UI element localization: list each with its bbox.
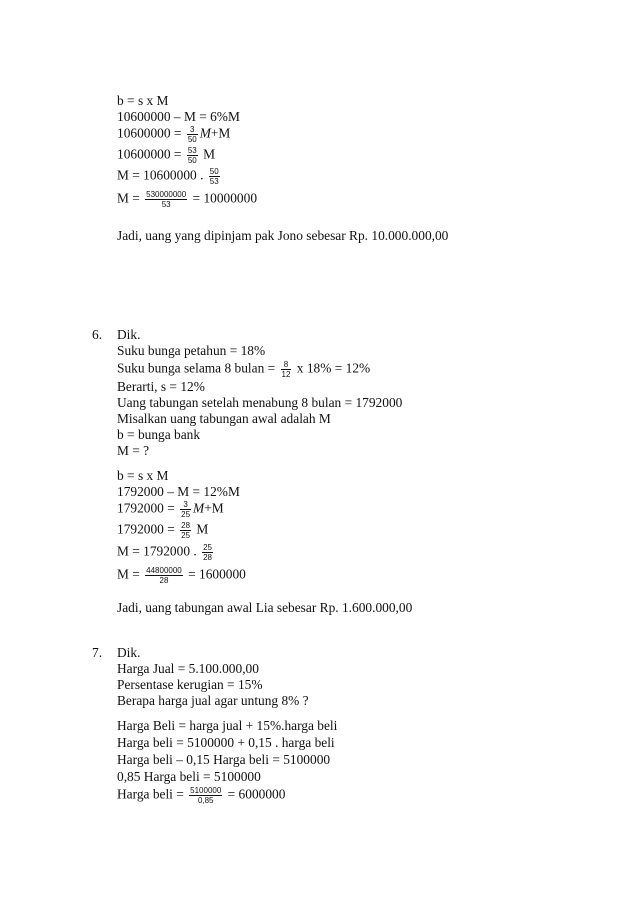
fraction: $\frac{25}{28}$ — [203, 543, 212, 562]
equation-line: Harga Beli = harga jual + 15%.harga beli — [117, 718, 338, 733]
equation-line: 1792000 = $\frac{3}{25}$ M+M — [117, 500, 224, 519]
fraction: $\frac{44800000}{28}$ — [146, 566, 182, 585]
equation-line: 10600000 = $\frac{3}{50}$ M+M — [117, 125, 231, 144]
text-line: Suku bunga petahun = 18% — [117, 343, 266, 358]
text-line: Uang tabungan setelah menabung 8 bulan = 1792000 — [117, 395, 403, 410]
fraction: $\frac{5100000}{0,85}$ — [190, 786, 222, 805]
text-line: Dik. — [117, 645, 141, 660]
text-line: M = ? — [117, 443, 150, 458]
conclusion: Jadi, uang tabungan awal Lia sebesar Rp. 1.600.000,00 — [117, 600, 413, 615]
item-number: 7. — [92, 645, 103, 660]
text-line: Berapa harga jual agar untung 8% ? — [117, 693, 309, 708]
fraction: $\frac{53}{50}$ — [187, 146, 197, 165]
text-line: Harga Jual = 5.100.000,00 — [117, 661, 259, 676]
text-line: Dik. — [117, 327, 141, 342]
equation-line: Harga beli = 5100000 + 0,15 . harga beli — [117, 735, 335, 750]
equation-line: 1792000 – M = 12%M — [117, 484, 240, 499]
fraction: $\frac{28}{25}$ — [181, 521, 191, 540]
equation-line: M = 1792000 . $\frac{25}{28}$ — [117, 543, 212, 562]
equation-line: M = $\frac{44800000}{28}$ = 1600000 — [117, 566, 246, 585]
text-line: Suku bunga selama 8 bulan = $\frac{8}{12}$ x 18% = 12% — [117, 360, 371, 379]
text-line: Berarti, s = 12% — [117, 379, 205, 394]
equation-line: 10600000 – M = 6%M — [117, 109, 240, 124]
equation-line: M = $\frac{530000000}{53}$ = 10000000 — [117, 190, 258, 209]
equation-line: Harga beli – 0,15 Harga beli = 5100000 — [117, 752, 331, 767]
item-number: 6. — [92, 327, 103, 342]
text-line: Misalkan uang tabungan awal adalah M — [117, 411, 331, 426]
equation-line: M = 10600000 . $\frac{50}{53}$ — [117, 167, 219, 186]
equation-line: b = s x M — [117, 468, 169, 483]
fraction: $\frac{3}{25}$ — [181, 500, 191, 519]
equation-line: 0,85 Harga beli = 5100000 — [117, 769, 261, 784]
fraction: $\frac{530000000}{53}$ — [146, 190, 187, 209]
equation-line: 1792000 = $\frac{28}{25}$ M — [117, 521, 209, 540]
text-line: Persentase kerugian = 15% — [117, 677, 263, 692]
equation-line: Harga beli = $\frac{5100000}{0,85}$ = 6000000 — [117, 786, 286, 805]
equation-line: b = s x M — [117, 93, 169, 108]
fraction: $\frac{8}{12}$ — [281, 360, 291, 379]
fraction: $\frac{3}{50}$ — [187, 125, 197, 144]
equation-line: 10600000 = $\frac{53}{50}$ M — [117, 146, 215, 165]
fraction: $\frac{50}{53}$ — [209, 167, 219, 186]
text-line: b = bunga bank — [117, 427, 201, 442]
conclusion: Jadi, uang yang dipinjam pak Jono sebesar Rp. 10.000.000,00 — [117, 228, 449, 243]
